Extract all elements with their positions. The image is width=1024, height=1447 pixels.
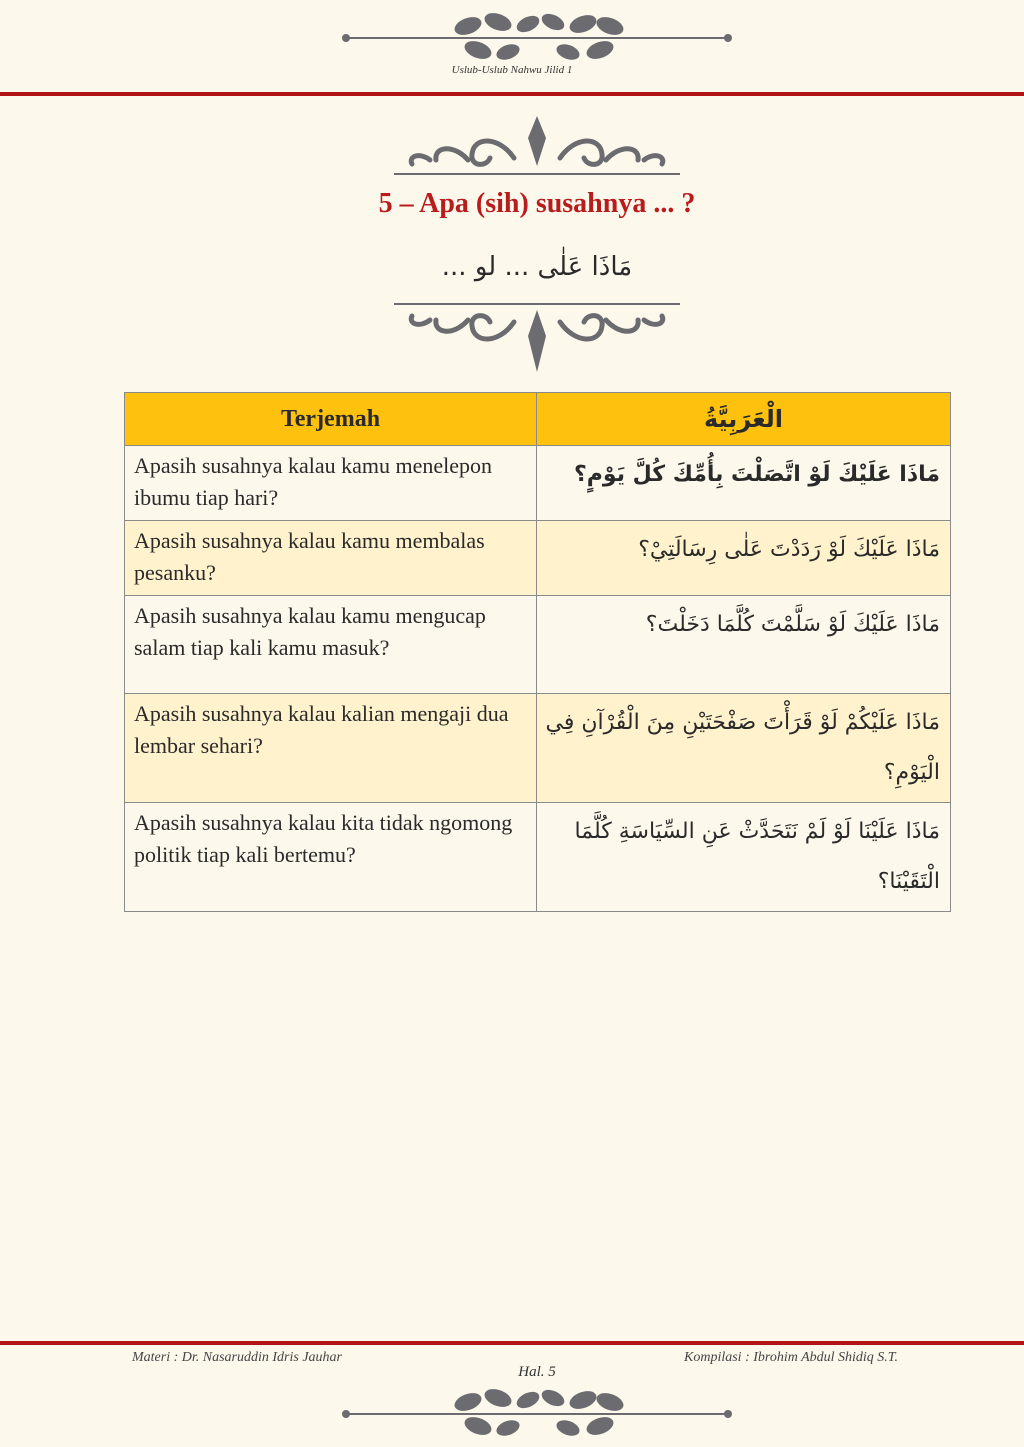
section-title: 5 – Apa (sih) susahnya ... ? xyxy=(378,188,696,219)
arabic-cell: مَاذَا عَلَيْكَ لَوْ رَدَدْتَ عَلٰى رِسَالَتِيْ؟ xyxy=(537,521,951,596)
footer-compiler: Kompilasi : Ibrohim Abdul Shidiq S.T. xyxy=(684,1350,899,1365)
table-row xyxy=(125,694,951,803)
page-number: Hal. 5 xyxy=(518,1364,556,1380)
table-row xyxy=(125,521,951,596)
flourish-ornament-top xyxy=(394,116,680,182)
table-row xyxy=(125,446,951,521)
table-row xyxy=(125,803,951,912)
phrase-table xyxy=(124,392,951,912)
translation-cell: Apasih susahnya kalau kalian mengaji dua lembar sehari? xyxy=(125,694,537,803)
translation-cell: Apasih susahnya kalau kamu membalas pesanku? xyxy=(125,521,537,596)
arabic-cell: مَاذَا عَلَيْكَ لَوْ اتَّصَلْتَ بِأُمِّكَ كُلَّ يَوْمٍ؟ xyxy=(537,446,951,521)
header-translation: Terjemah xyxy=(125,393,537,446)
vine-ornament-bottom xyxy=(338,1384,736,1442)
running-header: Uslub-Uslub Nahwu Jilid 1 xyxy=(451,64,573,76)
flourish-ornament-bottom xyxy=(394,296,680,374)
footer-author: Materi : Dr. Nasaruddin Idris Jauhar xyxy=(132,1350,343,1365)
table-row xyxy=(125,596,951,694)
header-arabic: الْعَرَبِيَّةُ xyxy=(537,393,951,446)
footer-divider xyxy=(0,1341,1024,1345)
translation-cell: Apasih susahnya kalau kamu mengucap salam tiap kali kamu masuk? xyxy=(125,596,537,694)
arabic-cell: مَاذَا عَلَيْنَا لَوْ لَمْ نَتَحَدَّثْ عَنِ السِّيَاسَةِ كُلَّمَا الْتَقَيْنَا؟ xyxy=(537,803,951,912)
header-divider xyxy=(0,92,1024,96)
vine-ornament-top xyxy=(338,8,736,66)
table-header-row xyxy=(125,393,951,446)
arabic-cell: مَاذَا عَلَيْكَ لَوْ سَلَّمْتَ كُلَّمَا دَخَلْتَ؟ xyxy=(537,596,951,694)
arabic-pattern: مَاذَا عَلٰى ... لو ... xyxy=(441,252,633,282)
translation-cell: Apasih susahnya kalau kita tidak ngomong politik tiap kali bertemu? xyxy=(125,803,537,912)
translation-cell: Apasih susahnya kalau kamu menelepon ibumu tiap hari? xyxy=(125,446,537,521)
arabic-cell: مَاذَا عَلَيْكُمْ لَوْ قَرَأْتَ صَفْحَتَيْنِ مِنَ الْقُرْآنِ فِي الْيَوْمِ؟ xyxy=(537,694,951,803)
